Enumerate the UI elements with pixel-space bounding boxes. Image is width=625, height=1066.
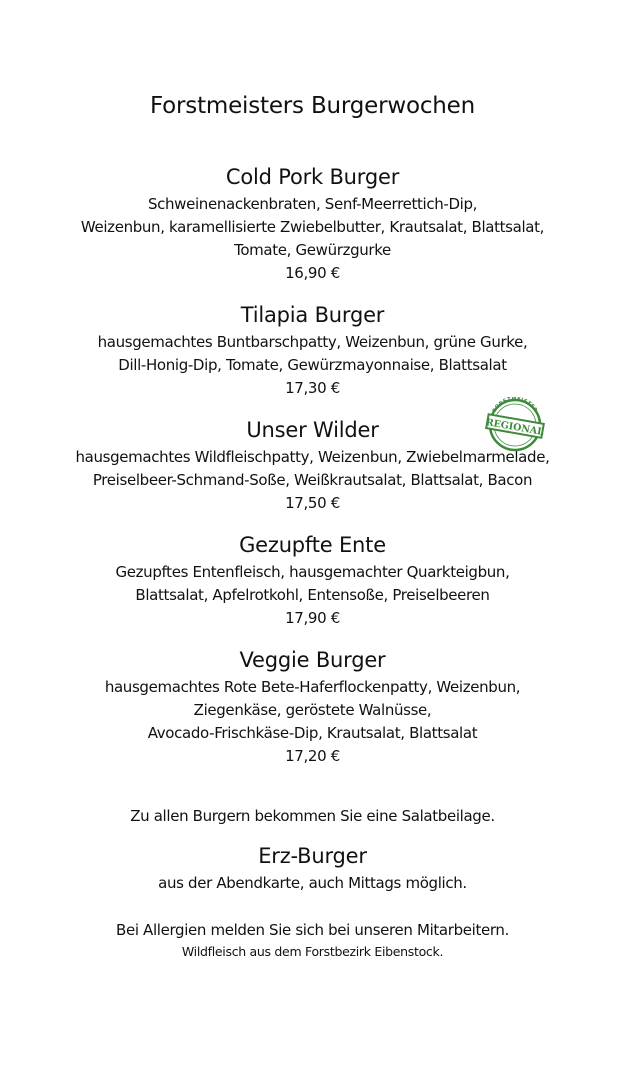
menu-list [0,161,625,782]
item-name: Erz-Burger [258,844,367,868]
item-price: 17,30 € [285,379,340,397]
item-description-line: hausgemachtes Buntbarschpatty, Weizenbun, grüne Gurke, [97,333,528,351]
item-description-line: aus der Abendkarte, auch Mittags möglich. [158,874,467,892]
item-description-line: Ziegenkäse, geröstete Walnüsse, [193,701,432,719]
item-description-line: Weizenbun, karamellisierte Zwiebelbutter, Krautsalat, Blattsalat, [80,218,545,236]
allergy-note: Bei Allergien melden Sie sich bei unseren Mitarbeitern. [116,921,509,939]
item-name: Unser Wilder [246,418,379,442]
page-title: Forstmeisters Burgerwochen [149,93,476,119]
menu-item-gezupfte-ente [0,529,625,630]
item-description-line: Gezupftes Entenfleisch, hausgemachter Quarkteigbun, [115,563,510,581]
footer-notes [0,918,625,962]
item-description-line: Preiselbeer-Schmand-Soße, Weißkrautsalat, Blattsalat, Bacon [92,471,533,489]
salad-side-note: Zu allen Burgern bekommen Sie eine Salatbeilage. [130,807,495,825]
item-description-line: Dill-Honig-Dip, Tomate, Gewürzmayonnaise, Blattsalat [118,356,507,374]
item-price: 17,90 € [285,609,340,627]
item-name: Tilapia Burger [240,303,385,327]
item-price: 17,20 € [285,747,340,765]
item-price: 16,90 € [285,264,340,282]
item-name: Cold Pork Burger [225,165,400,189]
menu-item-tilapia-burger [0,299,625,400]
item-name: Veggie Burger [239,648,386,672]
menu-item-veggie-burger [0,644,625,768]
regional-stamp-icon [483,397,547,453]
badge-top-text: FORSTMEISTER [491,397,539,414]
item-description-line: hausgemachtes Rote Bete-Haferflockenpatty, Weizenbun, [104,678,521,696]
item-price: 17,50 € [285,494,340,512]
venison-origin-note: Wildfleisch aus dem Forstbezirk Eibenstock. [181,944,444,959]
badge-label: REGIONAL [484,416,545,438]
menu-item-erz-burger [0,840,625,895]
item-description-line: Tomate, Gewürzgurke [234,241,391,259]
item-description-line: Blattsalat, Apfelrotkohl, Entensoße, Preiselbeeren [135,586,490,604]
svg-text:FORSTMEISTER [492,397,539,414]
menu-item-cold-pork-burger [0,161,625,285]
item-description-line: Schweinenackenbraten, Senf-Meerrettich-Dip, [147,195,478,213]
item-name: Gezupfte Ente [239,533,386,557]
item-description-line: hausgemachtes Wildfleischpatty, Weizenbun, Zwiebelmarmelade, [75,448,550,466]
item-description-line: Avocado-Frischkäse-Dip, Krautsalat, Blattsalat [147,724,478,742]
